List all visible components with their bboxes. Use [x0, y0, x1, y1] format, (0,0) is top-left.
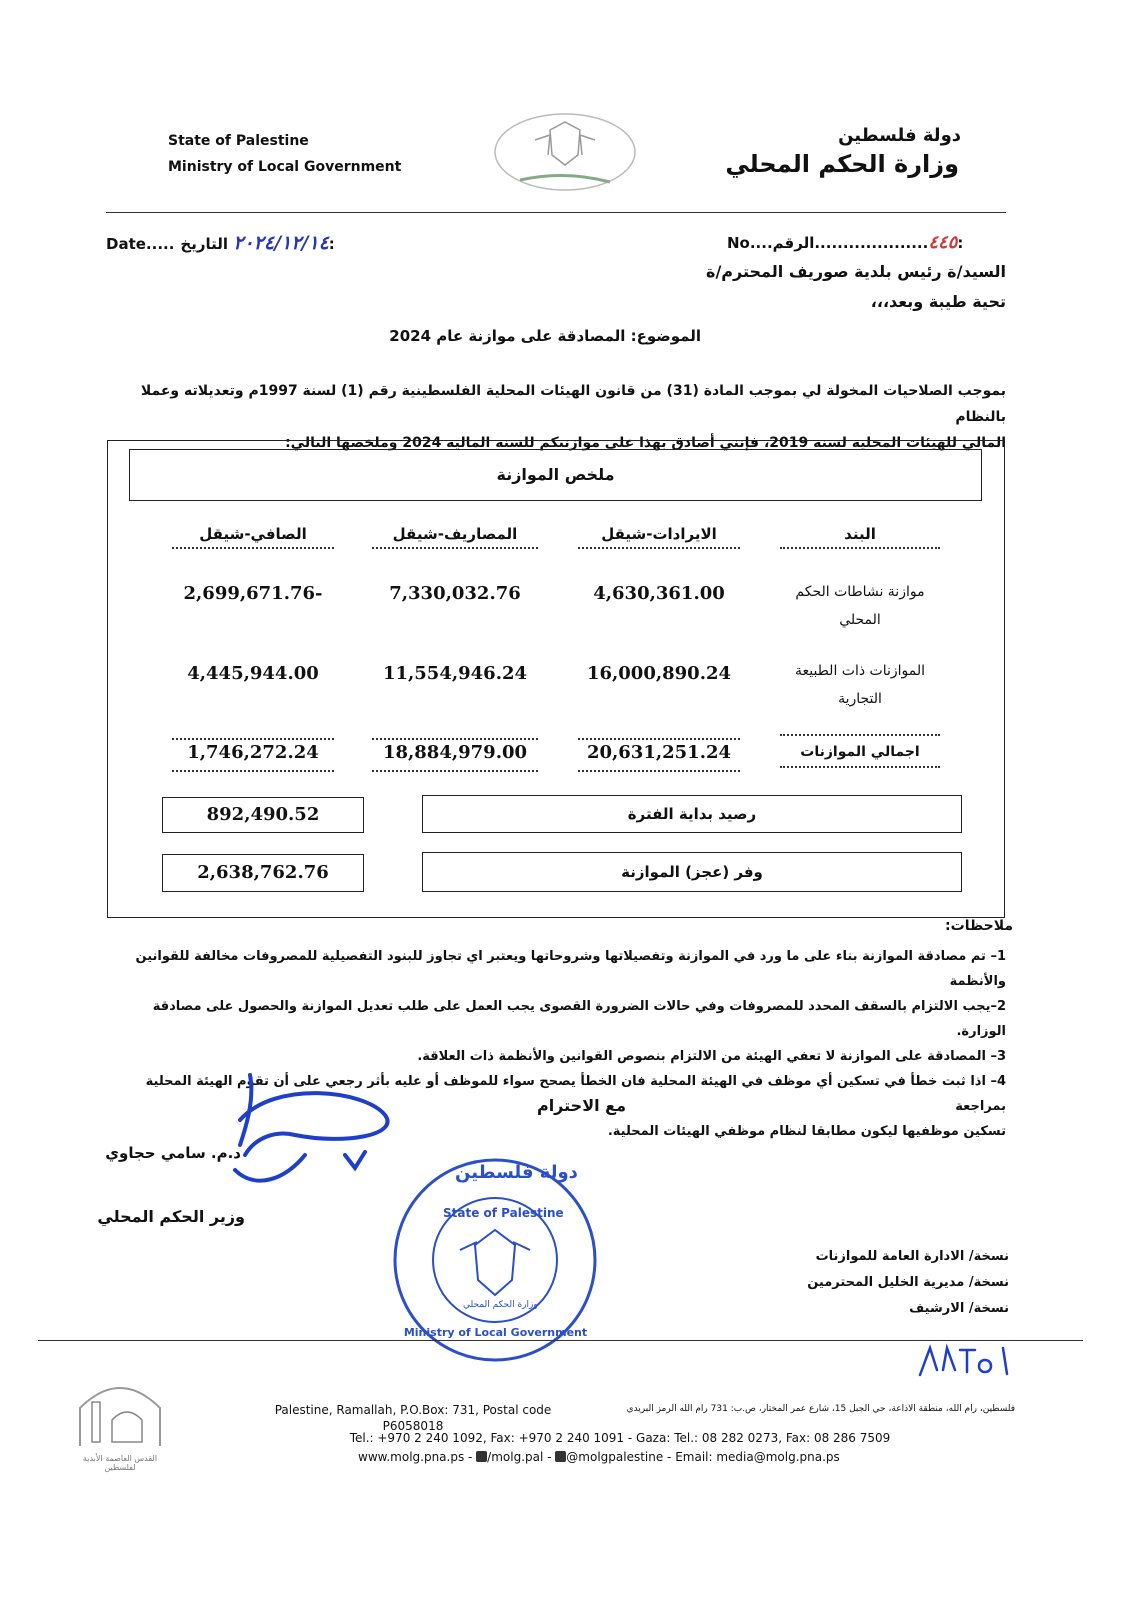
copy-item: نسخة/ مديرية الخليل المحترمين — [807, 1275, 1009, 1290]
note-item: 1– تم مصادقة الموازنة بناء على ما ورد في الموازنة وتفصيلاتها وشروحاتها ويعتبر اي تجاوز للبنود التفصيلية للمصروفات مخالفة للقوانين والأنظمة — [135, 949, 1006, 989]
note-item: تسكين موظفيها ليكون مطابقا لنظام موظفي الهيئات المحلية. — [607, 1124, 1006, 1139]
number-dots: .................... — [814, 234, 929, 252]
row-label-local-gov — [780, 578, 940, 634]
col-head-revenue: الايرادات-شيقل — [578, 525, 740, 549]
cell-total-expenses: 18,884,979.00 — [382, 742, 528, 763]
copies-list — [807, 1244, 1009, 1322]
copy-item: نسخة/ الارشيف — [909, 1301, 1009, 1316]
facebook-icon — [476, 1451, 487, 1462]
footer-address-ar: فلسطين، رام الله، منطقة الاذاعة، حي الجبل 15، شارع عمر المختار، ص.ب: 731 رام الله الرمز البريدي — [626, 1404, 1015, 1414]
cell-revenue: 4,630,361.00 — [593, 583, 725, 604]
footer-web — [358, 1450, 840, 1464]
logo-caption: القدس العاصمة الأبدية لفلسطين — [82, 1454, 158, 1472]
regards: مع الاحترام — [536, 1096, 626, 1115]
stamp-text-ar-center: وزارة الحكم المحلي — [463, 1300, 538, 1310]
row-label-commercial — [780, 657, 940, 713]
intro-line-1: بموجب الصلاحيات المخولة لي بموجب المادة (31) من قانون الهيئات المحلية الفلسطينية رقم (1) لسنة 1997م وتعديلاته وعملا بالنظام — [140, 383, 1006, 425]
note-item: 2–يجب الالتزام بالسقف المحدد للمصروفات وفي حالات الضرورة القصوى يجب العمل على طلب تعديل الموازنة والحصول على مصادقة الوزارة. — [152, 999, 1006, 1039]
surplus-value: 2,638,762.76 — [162, 854, 364, 892]
number-label-ar: الرقم: — [772, 234, 964, 252]
website-link[interactable]: www.molg.pna.ps - — [358, 1450, 477, 1464]
number-label: No.... — [727, 234, 773, 252]
cell-net: 2,699,671.76- — [183, 583, 323, 604]
footer-phones: Tel.: +970 2 240 1092, Fax: +970 2 240 1091 - Gaza: Tel.: 08 282 0273, Fax: 08 286 7509 — [349, 1431, 891, 1445]
signer-name: د.م. سامي حجاوي — [105, 1144, 241, 1162]
total-bottom-rule — [780, 766, 940, 768]
row-label-line: موازنة نشاطات الحكم — [795, 584, 925, 600]
cell-expenses: 7,330,032.76 — [389, 583, 521, 604]
jerusalem-logo — [70, 1368, 170, 1472]
total-bottom-rule — [372, 770, 538, 772]
header-state-en: State of Palestine — [168, 133, 309, 149]
footer-divider — [38, 1340, 1083, 1341]
note-item: 3– المصادقة على الموازنة لا تعفي الهيئة من الالتزام بنصوص القوانين والأنظمة ذات العلاقة. — [417, 1049, 1006, 1064]
cell-expenses: 11,554,946.24 — [382, 663, 528, 684]
total-bottom-rule — [578, 770, 740, 772]
cell-total-revenue: 20,631,251.24 — [586, 742, 732, 763]
cell-total-net: 1,746,272.24 — [187, 742, 319, 763]
ministry-emblem-logo — [490, 110, 640, 192]
row-label-line: المحلي — [839, 612, 881, 628]
footer-address-en — [268, 1402, 558, 1434]
total-bottom-rule — [172, 770, 334, 772]
notes-heading: ملاحظات: — [945, 918, 1013, 934]
note-item: 4– اذا ثبت خطأ في تسكين أي موظف في الهيئة المحلية فان الخطأ يصحح سواء للموظف أو عليه بأثر رجعي على أن تقوم الهيئة المحلية بمراجعة — [145, 1074, 1006, 1114]
date-field — [106, 232, 335, 254]
facebook-link[interactable]: /molg.pal - — [487, 1450, 556, 1464]
stamp-text-en-bottom: Ministry of Local Government — [403, 1326, 588, 1339]
header-divider — [106, 212, 1006, 213]
date-label: Date..... — [106, 235, 175, 253]
summary-title: ملخص الموازنة — [129, 449, 982, 501]
opening-balance-label: رصيد بداية الفترة — [422, 795, 962, 833]
intro-line-2: المالي للهيئات المحلية لسنة 2019، فإنني أصادق بهذا على موازنتكم للسنة المالية 2024 وملخصها التالي: — [285, 435, 1006, 451]
signer-title: وزير الحكم المحلي — [97, 1207, 245, 1226]
date-label-ar: التاريخ: — [180, 235, 335, 253]
total-top-rule — [372, 738, 538, 740]
initials-signature — [915, 1340, 1025, 1380]
official-stamp — [385, 1150, 605, 1370]
twitter-icon — [555, 1451, 566, 1462]
cell-revenue: 16,000,890.24 — [586, 663, 732, 684]
header-state-ar: دولة فلسطين — [838, 125, 961, 146]
recipient: السيد/ة رئيس بلدية صوريف المحترم/ة — [706, 262, 1006, 281]
total-top-rule — [578, 738, 740, 740]
number-field — [727, 232, 963, 253]
subject: الموضوع: المصادقة على موازنة عام 2024 — [389, 327, 701, 345]
number-handwritten: ٤٤٥ — [928, 232, 958, 253]
header-english — [168, 128, 401, 180]
row-label-line: الموازنات ذات الطبيعة — [794, 663, 926, 679]
surplus-label: وفر (عجز) الموازنة — [422, 852, 962, 892]
row-label-total: اجمالي الموازنات — [800, 744, 920, 760]
row-label-line: التجارية — [838, 691, 882, 707]
address-en-line: P6058018 — [382, 1419, 444, 1433]
header-ministry-en: Ministry of Local Government — [168, 159, 402, 175]
header-ministry-ar: وزارة الحكم المحلي — [725, 150, 959, 178]
stamp-text-ar: دولة فلسطين — [455, 1162, 578, 1183]
total-top-rule — [780, 734, 940, 736]
address-en-line: Palestine, Ramallah, P.O.Box: 731, Postal code — [274, 1403, 552, 1417]
twitter-email-link[interactable]: @molgpalestine - Email: media@molg.pna.ps — [566, 1450, 840, 1464]
col-head-net: الصافي-شيقل — [172, 525, 334, 549]
col-head-item: البند — [780, 525, 940, 549]
stamp-text-en-top: State of Palestine — [443, 1206, 564, 1220]
copy-item: نسخة/ الادارة العامة للموازنات — [815, 1249, 1009, 1264]
cell-net: 4,445,944.00 — [187, 663, 319, 684]
col-head-expenses: المصاريف-شيقل — [372, 525, 538, 549]
greeting: تحية طيبة وبعد،،، — [870, 292, 1006, 311]
total-top-rule — [172, 738, 334, 740]
opening-balance-value: 892,490.52 — [162, 797, 364, 833]
date-handwritten: ٢٠٢٤/١٢/١٤ — [233, 232, 329, 254]
